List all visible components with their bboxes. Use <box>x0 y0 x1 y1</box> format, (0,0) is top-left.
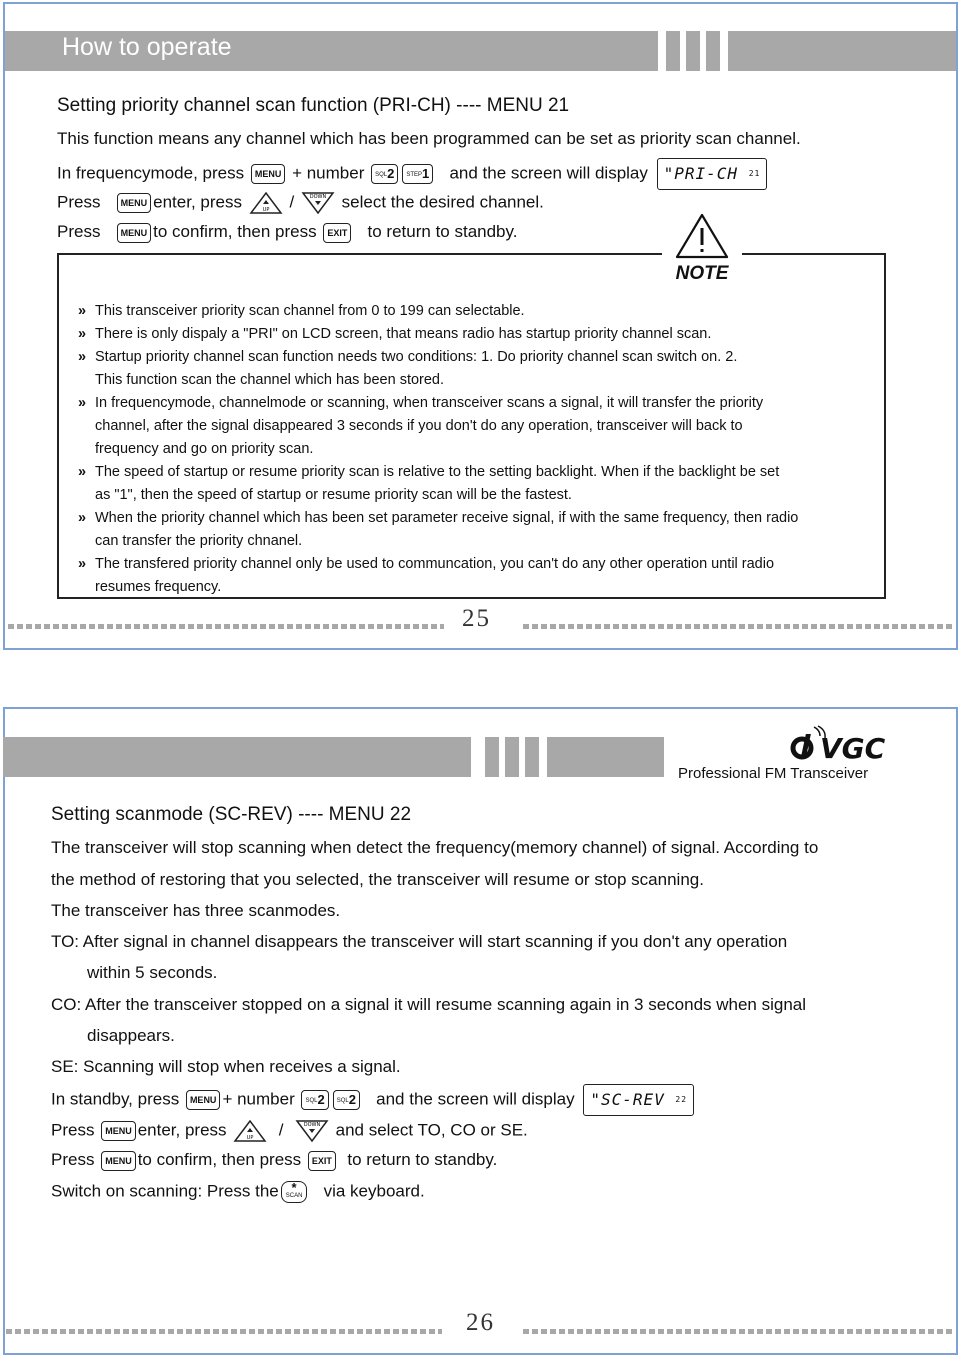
instruction-text: + number <box>292 163 365 183</box>
footer-dots <box>523 624 955 629</box>
note-item: » The transfered priority channel only be used to communcation, you can't do any other operation until radio resumes frequency. <box>78 553 873 599</box>
menu-key-icon: MENU <box>101 1121 136 1141</box>
header-stripe <box>666 31 680 71</box>
instruction-line-1 <box>51 1084 694 1116</box>
instruction-text: In frequencymode, press <box>57 163 245 183</box>
lcd-display-icon: "PRI-CH $^{21}$ <box>657 158 768 190</box>
mode-to-line: TO: After signal in channel disappears the transceiver will start scanning if you don't any operation <box>51 932 788 951</box>
exit-key-icon: EXIT <box>323 223 351 243</box>
instruction-text: enter, press <box>153 192 242 212</box>
section-title: Setting scanmode (SC-REV) ---- MENU 22 <box>51 804 412 825</box>
svg-text:DOWN: DOWN <box>303 1122 321 1128</box>
paragraph-line: the method of restoring that you selected, the transceiver will resume or stop scanning. <box>51 870 704 889</box>
instruction-text: enter, press <box>137 1120 227 1140</box>
instruction-text: to confirm, then press <box>137 1150 302 1169</box>
instruction-line-2 <box>51 1119 528 1143</box>
exit-key-icon: EXIT <box>308 1151 336 1171</box>
instruction-text: Press <box>51 1120 95 1140</box>
chevron-right-icon: » <box>78 349 87 365</box>
svg-text:VGC: VGC <box>820 732 886 764</box>
instruction-text: Press <box>57 222 101 241</box>
brand-logo <box>786 724 891 769</box>
chevron-right-icon: » <box>78 464 87 480</box>
svg-text:UP: UP <box>246 1135 254 1141</box>
header-stripe <box>686 31 700 71</box>
instruction-text: and the screen will display <box>449 163 648 183</box>
page-number: 25 <box>462 605 491 632</box>
scan-key-icon: * SCAN <box>281 1181 308 1203</box>
vgc-logo-icon <box>786 724 891 764</box>
instruction-text: Switch on scanning: Press the <box>51 1181 279 1201</box>
svg-text:UP: UP <box>262 207 270 213</box>
instruction-text: + number <box>222 1089 295 1109</box>
mode-co-line: CO: After the transceiver stopped on a signal it will resume scanning again in 3 seconds when signal <box>51 995 807 1014</box>
slash-text: / <box>289 192 295 212</box>
intro-text: This function means any channel which has been programmed can be set as priority scan channel. <box>57 129 801 148</box>
sql-2-key-icon: SQL2 <box>301 1090 328 1110</box>
header-stripe <box>706 31 720 71</box>
mode-se-line: SE: Scanning will stop when receives a signal. <box>51 1057 401 1076</box>
note-title: NOTE <box>675 263 729 284</box>
footer-dots <box>8 624 444 629</box>
instruction-text: and select TO, CO or SE. <box>335 1120 528 1140</box>
slash-text: / <box>278 1120 284 1140</box>
header-title: How to operate <box>62 33 232 61</box>
instruction-line-3 <box>57 222 517 243</box>
header-band-right <box>728 31 956 71</box>
up-key-icon <box>249 191 283 215</box>
menu-key-icon: MENU <box>117 223 152 243</box>
menu-key-icon: MENU <box>117 193 152 213</box>
svg-text:DOWN: DOWN <box>309 194 327 200</box>
lcd-display-icon: "SC-REV $^{22}$ <box>583 1084 694 1116</box>
mode-to-line: within 5 seconds. <box>87 963 218 982</box>
menu-key-icon: MENU <box>186 1090 221 1110</box>
chevron-right-icon: » <box>78 326 87 342</box>
down-key-icon <box>301 191 335 215</box>
chevron-right-icon: » <box>78 556 87 572</box>
instruction-text: to return to standby. <box>347 1150 498 1169</box>
instruction-text: select the desired channel. <box>341 192 544 212</box>
instruction-text: via keyboard. <box>323 1181 425 1201</box>
note-item: » Startup priority channel scan function needs two conditions: 1. Do priority channel scan switch on. 2. This function scan the channel which has been stored. <box>78 346 873 392</box>
note-item: » In frequencymode, channelmode or scanning, when transceiver scans a signal, it will transfer the priority channel, after the signal disappeared 3 seconds if you don't do any operation, transceiver will back to frequency and go on priority scan. <box>78 392 873 461</box>
instruction-text: In standby, press <box>51 1089 180 1109</box>
chevron-right-icon: » <box>78 395 87 411</box>
instruction-text: Press <box>51 1150 95 1169</box>
chevron-right-icon: » <box>78 510 87 526</box>
note-item: » This transceiver priority scan channel from 0 to 199 can selectable. <box>78 300 873 323</box>
up-key-icon <box>233 1119 267 1143</box>
instruction-line-3 <box>51 1150 497 1171</box>
header-stripe <box>505 737 519 777</box>
chevron-right-icon: » <box>78 303 87 319</box>
down-key-icon <box>295 1119 329 1143</box>
footer-dots <box>523 1329 955 1334</box>
note-label <box>662 212 742 290</box>
sql-2-key-icon: SQL2 <box>333 1090 360 1110</box>
warning-icon <box>674 212 730 260</box>
step-1-key-icon: STEP1 <box>402 164 433 184</box>
section-title: Setting priority channel scan function (PRI-CH) ---- MENU 21 <box>57 95 570 116</box>
footer-dots <box>6 1329 442 1334</box>
header-stripe <box>525 737 539 777</box>
header-band-right <box>547 737 664 777</box>
instruction-text: and the screen will display <box>376 1089 575 1109</box>
menu-key-icon: MENU <box>101 1151 136 1171</box>
page-number: 26 <box>466 1309 495 1336</box>
paragraph-line: The transceiver will stop scanning when detect the frequency(memory channel) of signal. According to <box>51 838 819 857</box>
sql-2-key-icon: SQL2 <box>371 164 398 184</box>
instruction-text: to confirm, then press <box>153 222 317 241</box>
note-item: » There is only dispaly a "PRI" on LCD screen, that means radio has startup priority channel scan. <box>78 323 873 346</box>
note-item: » The speed of startup or resume priority scan is relative to the setting backlight. When if the backlight be set as "1", then the speed of startup or resume priority scan will be the fastest. <box>78 461 873 507</box>
paragraph-line: The transceiver has three scanmodes. <box>51 901 341 920</box>
note-item: » When the priority channel which has been set parameter receive signal, if with the same frequency, then radio can transfer the priority chnanel. <box>78 507 873 553</box>
instruction-line-2 <box>57 191 544 215</box>
instruction-line-4 <box>51 1181 425 1203</box>
header-stripe <box>485 737 499 777</box>
instruction-text: Press <box>57 192 101 212</box>
brand-tagline: Professional FM Transceiver <box>678 765 869 782</box>
mode-co-line: disappears. <box>87 1026 175 1045</box>
instruction-text: to return to standby. <box>367 222 518 241</box>
menu-key-icon: MENU <box>251 164 286 184</box>
instruction-line-1 <box>57 158 767 190</box>
header-band <box>3 737 471 777</box>
